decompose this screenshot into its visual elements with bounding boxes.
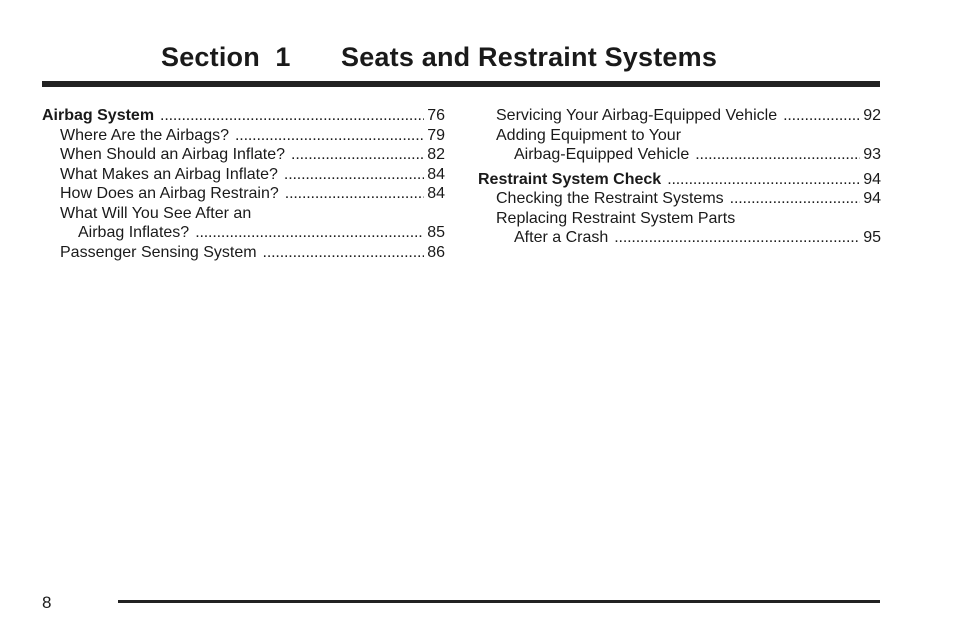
toc-entry (42, 165, 445, 185)
toc-entry (478, 145, 881, 165)
toc-entry-page: 84 (427, 185, 445, 202)
toc-entry-title: Passenger Sensing System (60, 243, 257, 261)
toc-leader-dots (614, 228, 860, 248)
toc-left-column (42, 106, 445, 262)
toc-entry-title: When Should an Airbag Inflate? (60, 146, 286, 163)
toc-entry-title: Where Are the Airbags? (60, 126, 229, 144)
toc-entry-title: Airbag Inflates? (78, 224, 190, 241)
toc-leader-dots (285, 184, 424, 204)
toc-entry-page: 79 (427, 126, 445, 144)
toc-leader-dots (235, 126, 424, 146)
toc-entry (478, 170, 881, 190)
toc-leader-dots (195, 223, 424, 243)
toc-entry-page: 94 (863, 190, 881, 207)
toc-entry (42, 223, 445, 243)
toc-entry-title: Airbag-Equipped Vehicle (514, 146, 690, 163)
toc-leader-dots (783, 106, 860, 126)
toc-leader-dots (730, 189, 861, 209)
toc-entry-title: After a Crash (514, 229, 609, 246)
title-rule (42, 81, 880, 87)
toc-entry (478, 228, 881, 248)
toc-entry-title: Airbag System (42, 107, 155, 124)
page-number: 8 (42, 593, 52, 612)
toc-entry-title: Adding Equipment to Your (496, 126, 682, 144)
toc-entry (42, 184, 445, 204)
toc-entry (478, 209, 881, 229)
toc-entry-page: 82 (427, 146, 445, 163)
toc-entry-page: 92 (863, 107, 881, 124)
toc-entry-title: What Makes an Airbag Inflate? (60, 165, 278, 183)
toc-entry-page: 95 (863, 229, 881, 246)
toc-leader-dots (284, 165, 424, 185)
toc-entry-page: 94 (863, 170, 881, 188)
toc-entry-page: 93 (863, 146, 881, 163)
toc-leader-dots (695, 145, 860, 165)
toc-entry-title: Servicing Your Airbag-Equipped Vehicle (496, 107, 778, 124)
toc-leader-dots (667, 170, 860, 190)
section-label: Section 1 (161, 42, 291, 72)
toc-entry-title: What Will You See After an (60, 204, 252, 222)
toc-entry-page: 84 (427, 165, 445, 183)
toc-entry (478, 126, 881, 146)
toc-entry-title: Restraint System Check (478, 170, 662, 188)
toc-entry-page: 85 (427, 224, 445, 241)
toc-entry-title: Replacing Restraint System Parts (496, 209, 736, 227)
toc-entry-title: How Does an Airbag Restrain? (60, 185, 279, 202)
toc-entry (42, 106, 445, 126)
section-name: Seats and Restraint Systems (341, 42, 718, 72)
toc-leader-dots (160, 106, 424, 126)
toc-entry-page: 86 (427, 243, 445, 261)
section-title (161, 42, 717, 73)
footer-rule (118, 600, 880, 603)
toc-entry-page: 76 (427, 107, 445, 124)
toc-entry (42, 204, 445, 224)
toc-leader-dots (291, 145, 424, 165)
toc-entry (42, 145, 445, 165)
toc-right-column (478, 106, 881, 248)
toc-entry (478, 106, 881, 126)
toc-entry (42, 243, 445, 263)
toc-entry-title: Checking the Restraint Systems (496, 190, 724, 207)
toc-entry (42, 126, 445, 146)
toc-entry (478, 189, 881, 209)
toc-leader-dots (263, 243, 425, 263)
